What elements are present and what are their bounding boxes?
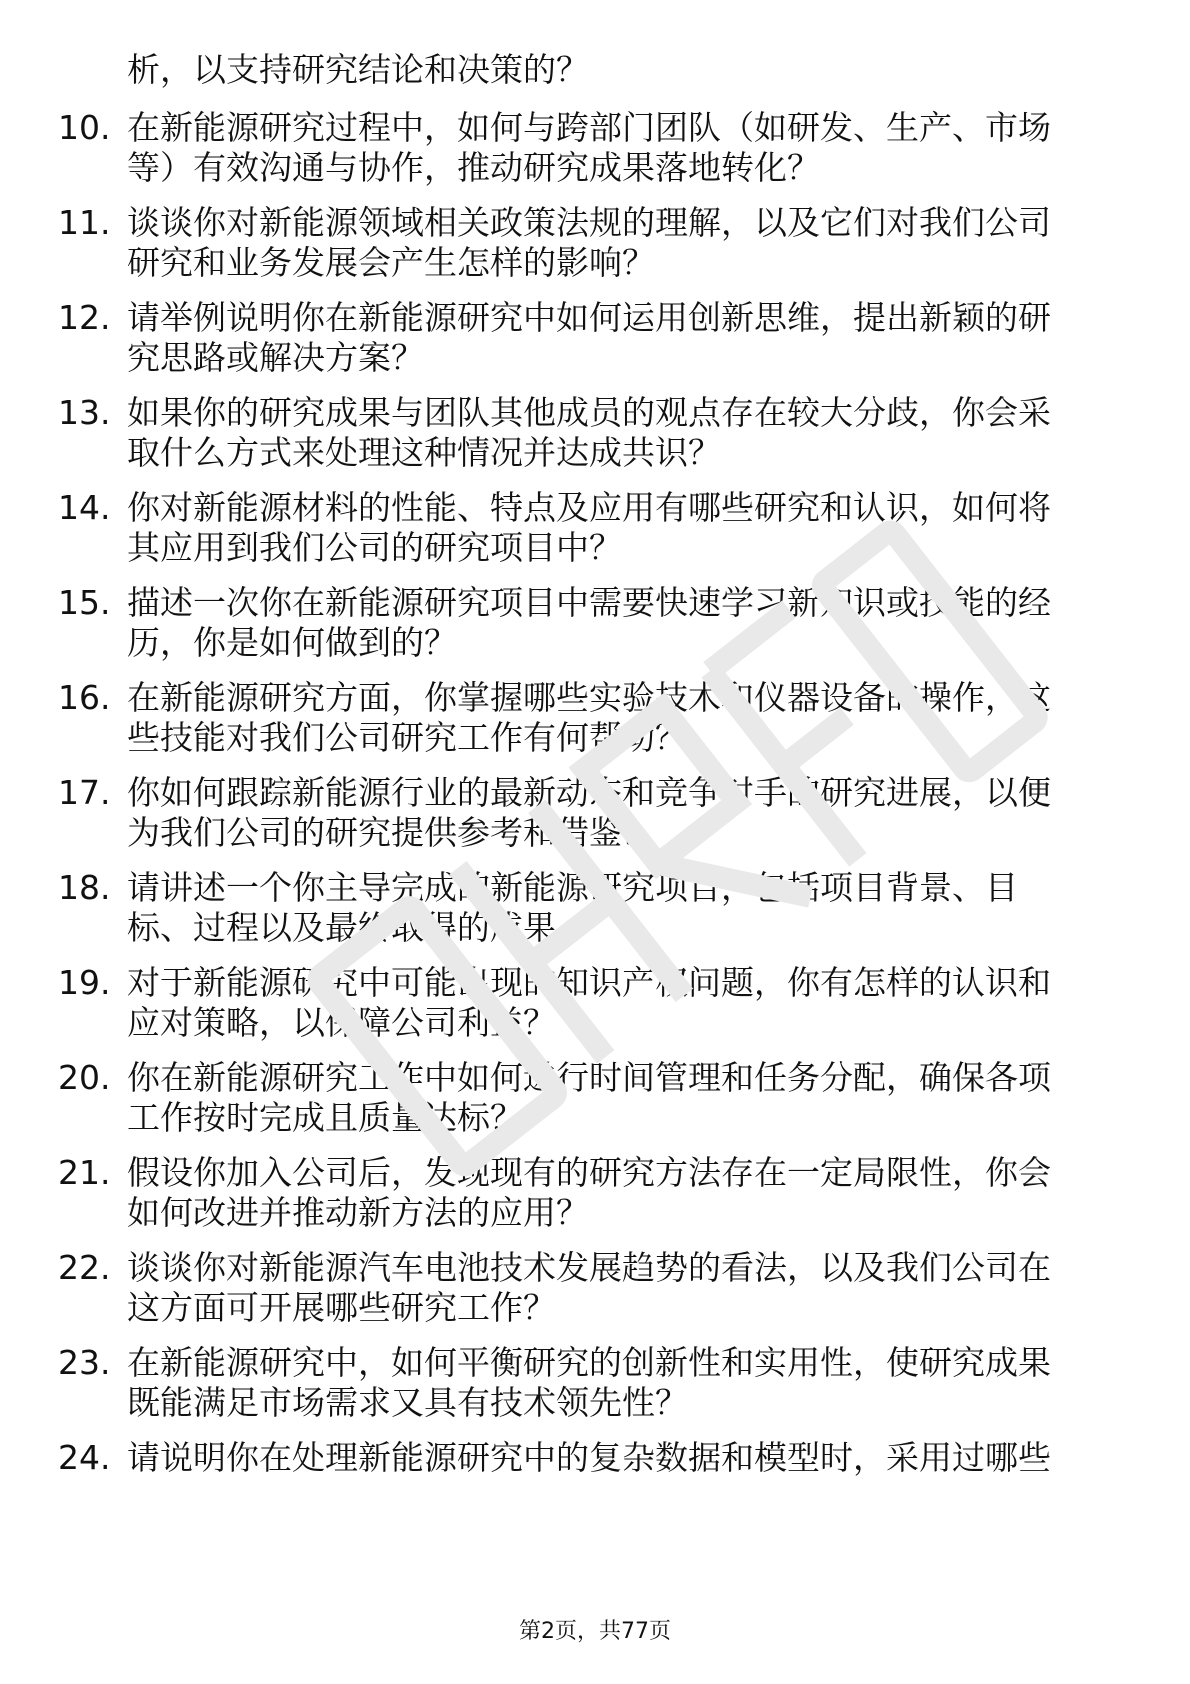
- question-number: 10.: [58, 108, 111, 147]
- question-number: 19.: [58, 963, 111, 1002]
- question-text-line: 些技能对我们公司研究工作有何帮助？: [127, 718, 688, 757]
- question-text-line: 谈谈你对新能源领域相关政策法规的理解，以及它们对我们公司: [127, 203, 1051, 242]
- question-number: 20.: [58, 1058, 111, 1097]
- question-text-line: 为我们公司的研究提供参考和借鉴？: [127, 813, 655, 852]
- question-text-line: 标、过程以及最终取得的成果。: [127, 908, 589, 947]
- question-text-line: 应对策略，以保障公司利益？: [127, 1003, 556, 1042]
- question-text-line: 谈谈你对新能源汽车电池技术发展趋势的看法，以及我们公司在: [127, 1248, 1051, 1287]
- question-number: 23.: [58, 1343, 111, 1382]
- question-text-line: 假设你加入公司后，发现现有的研究方法存在一定局限性，你会: [127, 1153, 1051, 1192]
- question-number: 12.: [58, 298, 111, 337]
- question-text-line: 等）有效沟通与协作，推动研究成果落地转化？: [127, 148, 820, 187]
- question-text-line: 你如何跟踪新能源行业的最新动态和竞争对手的研究进展，以便: [127, 773, 1051, 812]
- question-text-line: 如何改进并推动新方法的应用？: [127, 1193, 589, 1232]
- question-text-line: 在新能源研究方面，你掌握哪些实验技术和仪器设备的操作，这: [127, 678, 1051, 717]
- question-text-line: 你在新能源研究工作中如何进行时间管理和任务分配，确保各项: [127, 1058, 1051, 1097]
- question-number: 18.: [58, 868, 111, 907]
- question-number: 16.: [58, 678, 111, 717]
- question-text-line: 对于新能源研究中可能出现的知识产权问题，你有怎样的认识和: [127, 963, 1051, 1002]
- question-number: 24.: [58, 1438, 111, 1477]
- question-number: 17.: [58, 773, 111, 812]
- continued-text: 析，以支持研究结论和决策的？: [127, 50, 589, 89]
- question-text-line: 请举例说明你在新能源研究中如何运用创新思维，提出新颖的研: [127, 298, 1051, 337]
- question-text-line: 既能满足市场需求又具有技术领先性？: [127, 1383, 688, 1422]
- question-number: 13.: [58, 393, 111, 432]
- question-text-line: 在新能源研究中，如何平衡研究的创新性和实用性，使研究成果: [127, 1343, 1051, 1382]
- question-number: 15.: [58, 583, 111, 622]
- question-text-line: 你对新能源材料的性能、特点及应用有哪些研究和认识，如何将: [127, 488, 1051, 527]
- question-text-line: 历，你是如何做到的？: [127, 623, 457, 662]
- question-text-line: 如果你的研究成果与团队其他成员的观点存在较大分歧，你会采: [127, 393, 1051, 432]
- question-number: 21.: [58, 1153, 111, 1192]
- question-text-line: 取什么方式来处理这种情况并达成共识？: [127, 433, 721, 472]
- question-text-line: 在新能源研究过程中，如何与跨部门团队（如研发、生产、市场: [127, 108, 1051, 147]
- question-text-line: 究思路或解决方案？: [127, 338, 424, 377]
- question-text-line: 描述一次你在新能源研究项目中需要快速学习新知识或技能的经: [127, 583, 1051, 622]
- question-number: 14.: [58, 488, 111, 527]
- question-text-line: 研究和业务发展会产生怎样的影响？: [127, 243, 655, 282]
- page-footer: 第2页，共77页: [519, 1619, 671, 1644]
- question-number: 11.: [58, 203, 111, 242]
- question-text-line: 请说明你在处理新能源研究中的复杂数据和模型时，采用过哪些: [127, 1438, 1051, 1477]
- question-text-line: 这方面可开展哪些研究工作？: [127, 1288, 556, 1327]
- question-text-line: 其应用到我们公司的研究项目中？: [127, 528, 622, 567]
- question-text-line: 请讲述一个你主导完成的新能源研究项目，包括项目背景、目: [127, 868, 1018, 907]
- question-number: 22.: [58, 1248, 111, 1287]
- question-text-line: 工作按时完成且质量达标？: [127, 1098, 523, 1137]
